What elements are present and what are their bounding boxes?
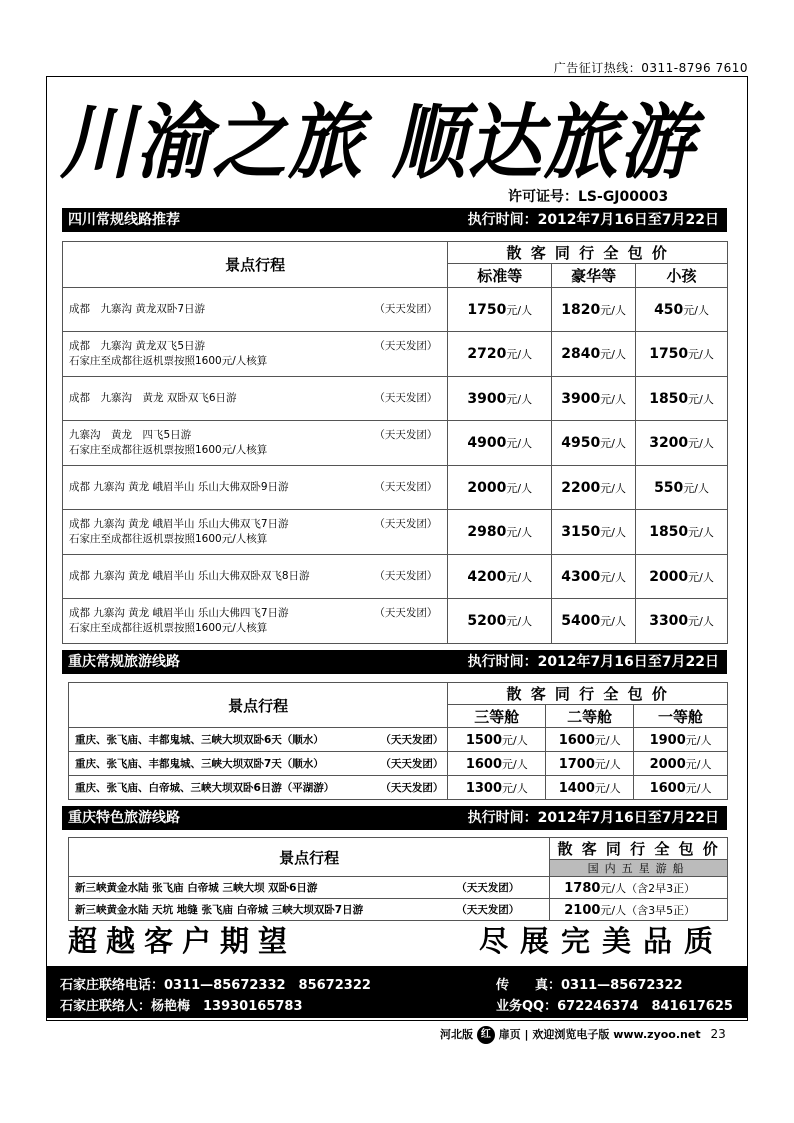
table-row (63, 421, 728, 466)
price-value: 5400 (561, 613, 601, 629)
table-row (69, 899, 728, 921)
col-header: 标准等 (448, 264, 552, 288)
price-value: 2000 (649, 568, 689, 585)
contact-phone: 石家庄联络电话：0311—85672332 85672322 (60, 978, 371, 993)
route-cell (63, 288, 448, 332)
price-value: 1500 (465, 732, 502, 748)
price-cell (636, 466, 728, 510)
route-name: 成都 九寨沟 黄龙双卧7日游 (69, 303, 206, 315)
price-value: 1750 (467, 301, 507, 318)
route-name: 成都 九寨沟 黄龙双飞5日游 (69, 340, 206, 352)
route-name: 重庆、张飞庙、白帝城、三峡大坝双卧6日游（平湖游） (75, 782, 335, 794)
price-cell (552, 332, 636, 377)
table-row (69, 877, 728, 899)
table-row (63, 466, 728, 510)
price-unit: 元/人 (600, 903, 627, 917)
table-row (63, 377, 728, 421)
price-unit: 元/人 (506, 303, 533, 317)
price-value: 3150 (561, 524, 601, 540)
price-unit: 元/人 (600, 348, 626, 361)
contact-bar (46, 966, 748, 1018)
price-unit: 元/人 (502, 781, 528, 795)
price-cell (636, 555, 728, 599)
special-price-table (68, 837, 728, 921)
depart-note: （天天发团） (374, 518, 438, 530)
price-unit: 元/人 (688, 348, 714, 361)
price-unit: 元/人 (688, 392, 714, 406)
price-cell (552, 377, 636, 421)
price-cell (448, 421, 552, 466)
price-value: 450 (654, 301, 684, 318)
col-route-header: 景点行程 (69, 683, 448, 728)
footer-divider: | (524, 1028, 533, 1041)
col-route-header: 景点行程 (63, 242, 448, 288)
price-unit: 元/人 (600, 392, 626, 406)
contact-fax: 传 真：0311—85672322 (496, 978, 683, 993)
price-value: 4900 (467, 435, 507, 451)
route-name: 成都 九寨沟 黄龙 峨眉半山 乐山大佛双卧双飞8日游 (69, 570, 310, 582)
price-cell (552, 288, 636, 332)
route-name: 新三峡黄金水陆 天坑 地缝 张飞庙 白帝城 三峡大坝双卧7日游 (75, 904, 364, 916)
col-header: 二等舱 (546, 705, 634, 728)
price-unit: 元/人 (688, 437, 714, 450)
ticket-note: 石家庄至成都往返机票按照1600元/人核算 (69, 622, 268, 634)
chongqing-price-table (68, 682, 728, 800)
price-cell (448, 466, 552, 510)
price-value: 1900 (649, 732, 686, 748)
footer-badge-icon: 红 (477, 1026, 495, 1044)
route-cell (63, 332, 448, 377)
price-value: 2200 (561, 479, 601, 496)
price-value: 550 (654, 479, 684, 496)
ticket-note: 石家庄至成都往返机票按照1600元/人核算 (69, 444, 268, 456)
price-unit: 元/人 (685, 733, 712, 747)
route-name: 成都 九寨沟 黄龙 峨眉半山 乐山大佛双卧9日游 (69, 481, 289, 493)
price-unit: 元/人 (502, 733, 528, 747)
table-row (69, 728, 728, 752)
depart-note: （天天发团） (456, 904, 520, 916)
col-header: 小孩 (636, 264, 728, 288)
price-value: 2720 (467, 346, 507, 362)
price-value: 1700 (558, 756, 595, 772)
depart-note: （天天发团） (374, 481, 438, 493)
price-value: 1850 (649, 390, 689, 407)
table-row (63, 288, 728, 332)
section-period: 执行时间：2012年7月16日至7月22日 (467, 212, 719, 228)
price-value: 1600 (558, 732, 595, 748)
route-cell (69, 752, 448, 776)
price-unit: 元/人 (688, 526, 714, 539)
col-group-header: 散 客 同 行 全 包 价 (448, 242, 728, 264)
table-row (63, 555, 728, 599)
price-cell (448, 555, 552, 599)
depart-note: （天天发团） (374, 570, 438, 582)
ticket-note: 石家庄至成都往返机票按照1600元/人核算 (69, 355, 268, 367)
price-unit: 元/人 (506, 570, 533, 584)
price-value: 4200 (467, 568, 507, 585)
route-cell (63, 421, 448, 466)
page-number: 23 (710, 1027, 726, 1041)
price-unit: 元/人 (600, 437, 626, 450)
depart-note: （天天发团） (374, 392, 438, 404)
section-bar-chongqing (62, 650, 727, 674)
price-cell (448, 288, 552, 332)
table-row (63, 599, 728, 644)
price-value: 1400 (558, 780, 595, 796)
price-cell (546, 776, 634, 800)
section-title: 重庆常规旅游线路 (68, 654, 180, 670)
meal-note: （含3早5正） (626, 903, 696, 917)
route-name: 新三峡黄金水陆 张飞庙 白帝城 三峡大坝 双卧6日游 (75, 882, 318, 894)
price-cell (634, 776, 728, 800)
depart-note: （天天发团） (374, 429, 438, 441)
price-unit: 元/人 (506, 348, 533, 361)
price-unit: 元/人 (688, 570, 714, 584)
price-cell (546, 728, 634, 752)
slogan-right: 尽展完美品质 (478, 924, 725, 958)
price-value: 3900 (467, 390, 507, 407)
price-value: 2100 (564, 902, 601, 918)
price-value: 1750 (649, 346, 689, 362)
route-cell (63, 599, 448, 644)
price-value: 3900 (561, 390, 601, 407)
contact-qq: 业务QQ：672246374 841617625 (496, 999, 733, 1014)
price-cell (448, 510, 552, 555)
price-value: 1820 (561, 301, 601, 318)
route-cell (63, 555, 448, 599)
ad-hotline: 广告征订热线：0311-8796 7610 (553, 61, 748, 75)
col-group-header: 散 客 同 行 全 包 价 (550, 838, 728, 860)
price-cell (636, 288, 728, 332)
table-row (63, 510, 728, 555)
section-bar-sichuan (62, 208, 727, 232)
price-unit: 元/人 (506, 437, 533, 450)
price-cell (448, 728, 546, 752)
price-unit: 元/人 (600, 615, 626, 628)
price-cell (448, 752, 546, 776)
price-unit: 元/人 (506, 481, 533, 495)
price-value: 4950 (561, 435, 601, 451)
col-header: 豪华等 (552, 264, 636, 288)
price-cell (448, 377, 552, 421)
footer-site: 欢迎浏览电子版 www.zyoo.net (532, 1028, 701, 1041)
section-period: 执行时间：2012年7月16日至7月22日 (467, 654, 719, 670)
price-value: 3200 (649, 435, 689, 451)
route-name: 成都 九寨沟 黄龙 双卧双飞6日游 (69, 392, 237, 404)
depart-note: （天天发团） (456, 882, 520, 894)
section-title: 重庆特色旅游线路 (68, 810, 180, 826)
price-cell (550, 899, 728, 921)
footer-edition: 河北版 (440, 1028, 473, 1041)
depart-note: （天天发团） (374, 303, 438, 315)
price-cell (448, 599, 552, 644)
page-footer (440, 1026, 726, 1044)
price-unit: 元/人 (685, 781, 712, 795)
price-cell (552, 510, 636, 555)
table-row (69, 752, 728, 776)
price-cell (552, 599, 636, 644)
license-number: 许可证号：LS-GJ00003 (508, 189, 669, 205)
route-name: 成都 九寨沟 黄龙 峨眉半山 乐山大佛四飞7日游 (69, 607, 289, 619)
price-unit: 元/人 (600, 481, 626, 495)
col-group-header: 散 客 同 行 全 包 价 (448, 683, 728, 705)
price-cell (448, 776, 546, 800)
price-cell (636, 510, 728, 555)
price-unit: 元/人 (688, 615, 714, 628)
route-name: 重庆、张飞庙、丰都鬼城、三峡大坝双卧6天（顺水） (75, 734, 324, 746)
ship-class-header: 国内五星游船 (550, 860, 728, 877)
table-row (69, 776, 728, 800)
route-name: 重庆、张飞庙、丰都鬼城、三峡大坝双卧7天（顺水） (75, 758, 324, 770)
section-period: 执行时间：2012年7月16日至7月22日 (467, 810, 719, 826)
price-cell (552, 466, 636, 510)
price-value: 2980 (467, 524, 507, 540)
meal-note: （含2早3正） (626, 881, 696, 895)
price-cell (634, 728, 728, 752)
price-unit: 元/人 (600, 526, 626, 539)
route-cell (69, 899, 550, 921)
route-cell (63, 466, 448, 510)
route-cell (69, 728, 448, 752)
price-unit: 元/人 (506, 615, 533, 628)
price-value: 5200 (467, 613, 507, 629)
headline: 川渝之旅 顺达旅游 (60, 95, 696, 191)
price-value: 4300 (561, 568, 601, 585)
route-cell (69, 776, 448, 800)
col-header: 三等舱 (448, 705, 546, 728)
depart-note: （天天发团） (380, 758, 444, 770)
price-unit: 元/人 (685, 757, 712, 771)
price-value: 1600 (465, 756, 502, 772)
price-value: 1850 (649, 524, 689, 540)
price-cell (634, 752, 728, 776)
price-cell (448, 332, 552, 377)
route-name: 成都 九寨沟 黄龙 峨眉半山 乐山大佛双飞7日游 (69, 518, 289, 530)
depart-note: （天天发团） (374, 607, 438, 619)
route-cell (63, 377, 448, 421)
price-unit: 元/人 (600, 881, 627, 895)
depart-note: （天天发团） (374, 340, 438, 352)
section-title: 四川常规线路推荐 (68, 212, 180, 228)
price-cell (546, 752, 634, 776)
price-unit: 元/人 (600, 303, 626, 317)
slogan-left: 超越客户期望 (68, 924, 297, 958)
footer-home: 扉页 (498, 1028, 521, 1041)
price-cell (636, 377, 728, 421)
price-unit: 元/人 (594, 757, 621, 771)
depart-note: （天天发团） (380, 734, 444, 746)
route-cell (63, 510, 448, 555)
price-cell (636, 421, 728, 466)
price-cell (636, 332, 728, 377)
price-cell (636, 599, 728, 644)
price-value: 2000 (649, 756, 686, 772)
price-unit: 元/人 (594, 781, 621, 795)
price-value: 1600 (649, 780, 686, 796)
section-bar-special (62, 806, 727, 830)
col-route-header: 景点行程 (69, 838, 550, 877)
price-unit: 元/人 (502, 757, 528, 771)
price-unit: 元/人 (683, 481, 710, 495)
sichuan-price-table (62, 241, 728, 644)
price-unit: 元/人 (506, 392, 533, 406)
route-cell (69, 877, 550, 899)
slogan-bar (62, 922, 727, 960)
col-header: 一等舱 (634, 705, 728, 728)
price-value: 1300 (465, 780, 502, 796)
ticket-note: 石家庄至成都往返机票按照1600元/人核算 (69, 533, 268, 545)
price-value: 2840 (561, 346, 601, 362)
price-value: 1780 (564, 880, 601, 896)
price-value: 2000 (467, 479, 507, 496)
price-cell (552, 421, 636, 466)
price-unit: 元/人 (683, 303, 710, 317)
price-unit: 元/人 (506, 526, 533, 539)
contact-person: 石家庄联络人：杨艳梅 13930165783 (60, 999, 303, 1014)
table-row (63, 332, 728, 377)
price-cell (552, 555, 636, 599)
price-unit: 元/人 (594, 733, 621, 747)
depart-note: （天天发团） (380, 782, 444, 794)
price-value: 3300 (649, 613, 689, 629)
price-unit: 元/人 (600, 570, 626, 584)
price-cell (550, 877, 728, 899)
route-name: 九寨沟 黄龙 四飞5日游 (69, 429, 192, 441)
